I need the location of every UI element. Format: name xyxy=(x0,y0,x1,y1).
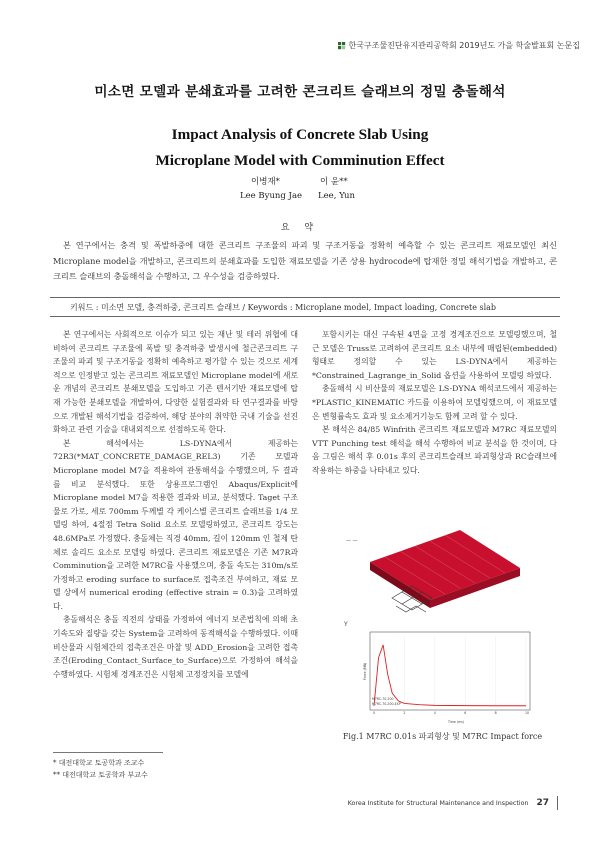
x-tick-label: 0 xyxy=(373,711,376,715)
x-tick-label: 4 xyxy=(433,711,436,715)
footer-text: Korea Institute for Structural Maintenance and Inspection xyxy=(347,799,529,807)
body-paragraph: 본 해석에서는 LS-DYNA에서 제공하는 72R3(*MAT_CONCRETE_DAMAGE_REL3) 기존 모델과 Microplane model M7을 적용하여 관통해석을 수행했으며, 두 결과를 비교 분석했다. 또한 상용프로그램인 Abaqus/Explicit에 Microplane model M7을 적용한 결과와 비교, 분석했다. Taget 구조물로 가로, 세로 700mm 두께별 각 케이스별 콘크리트 슬래브를 1/4 모델링 하여, 4절점 Tetra Solid 요소로 모델링하였고, 콘크리트 강도는 48.6MPa로 가정했다. 충돌체는 직경 40mm, 길이 120mm 인 철제 탄체로 솔리드 요소로 모델링 하였다. 콘크리트 재료모델은 기존 M7R과 Comminution을 고려한 M7RC를 사용했으며, 충돌 속도는 310m/s로 가정하고 eroding surface to surface로 접촉조건 부여하고, 재료 모델 상에서 numerical eroding (effective strain = 0.3)을 고려하였다. xyxy=(53,438,298,611)
body-paragraph: 본 해석은 84/85 Winfrith 콘크리트 재료모델과 M7RC 재료모델의 VTT Punching test 해석을 해석 수행하여 비교 분석을 한 것이며, 다음 그림은 해석 후 0.01s 후의 콘크리트슬래브 파괴형상과 RC슬래브에 작용하는 하중을 나타내고 있다. xyxy=(312,425,557,475)
plot-xlabel: Time (ms) xyxy=(448,720,465,724)
render-axis-label: — — xyxy=(346,538,358,544)
body-paragraph: 포함시키는 대신 구속된 4면을 고정 경계조건으로 모델링했으며, 철근 모델은 Truss로 고려하여 콘크리트 요소 내부에 매립된(embedded) 형태로 정의할 수 있는 LS-DYNA에서 제공하는 *Constrained_Lagrange_in_Solid 옵션을 사용하여 모델링 하였다. xyxy=(312,330,557,380)
author2-kr: 이 윤** xyxy=(320,177,348,187)
footnotes xyxy=(53,758,148,781)
leaf-logo-icon xyxy=(338,42,346,50)
footnote-rule xyxy=(53,752,163,753)
english-title xyxy=(0,122,600,174)
abstract-heading: 요 약 xyxy=(280,223,320,233)
conference-header xyxy=(338,40,580,51)
figure-1-graphic xyxy=(330,520,550,725)
plot-frame xyxy=(370,632,530,710)
body-paragraph: 충돌해석 시 비산물의 재료모델은 LS-DYNA 해석코드에서 제공하는 *PLASTIC_KINEMATIC 카드를 이용하여 모델링했으며, 이 재료모델은 변형률속도 효과 및 요소제거기능도 함께 고려 할 수 있다. xyxy=(312,384,557,421)
english-title-line1: Impact Analysis of Concrete Slab Using xyxy=(171,126,429,143)
abstract-text: 본 연구에서는 충격 및 폭발하중에 대한 콘크리트 구조물의 파괴 및 구조거동을 정확히 예측할 수 있는 콘크리트 재료모델인 최신 Microplane model을 개발하고, 콘크리트의 분쇄효과를 도입한 재료모델을 기존 상용 hydrocode에 탑재한 정밀 해석기법을 개발하고, 콘크리트 슬래브의 충돌해석을 수행하고, 그 우수성을 검증하였다. xyxy=(53,240,557,281)
author2-en: Lee, Yun xyxy=(318,191,355,201)
header-text: 한국구조물진단유지관리공학회 2019년도 가을 학술발표회 논문집 xyxy=(348,41,580,50)
footnote-1: * 대전대학교 토공학과 조교수 xyxy=(53,759,145,767)
keywords-box: 키워드 : 미소면 모델, 충격하중, 콘크리트 슬래브 / Keywords : Microplane model, Impact loading, Concrete slab xyxy=(50,297,560,317)
x-tick-labels xyxy=(373,711,529,715)
english-title-line2: Microplane Model with Comminution Effect xyxy=(155,152,445,169)
impact-force-plot xyxy=(343,621,530,724)
slab-top-face xyxy=(370,530,520,600)
x-tick-label: 6 xyxy=(464,711,467,715)
author1-en: Lee Byung Jae xyxy=(240,191,303,201)
footnote-2: ** 대전대학교 토공학과 부교수 xyxy=(53,770,148,779)
plot-gridlines xyxy=(374,636,526,706)
author1-kr: 이병재* xyxy=(251,177,280,187)
figure-caption: Fig.1 M7RC 0.01s 파괴형상 및 M7RC Impact force xyxy=(342,732,543,741)
korean-title: 미소면 모델과 분쇄효과를 고려한 콘크리트 슬래브의 정밀 충돌해석 xyxy=(94,84,506,100)
x-tick-label: 2 xyxy=(403,711,406,715)
plot-ylabel: Force (MN) xyxy=(363,662,367,680)
slab-fracture-render xyxy=(346,530,520,612)
left-column xyxy=(53,328,298,681)
body-paragraph: 충돌해석은 충돌 직전의 상태를 가정하여 에너지 보존법칙에 의해 초기속도와 질량을 갖는 System을 고려하여 동적해석을 수행하였다. 이때 비산물과 시험체간의 접촉조건은 마찰 및 ADD_Erosion을 고려한 접촉조건(Eroding_Contact_Surface_to_Surface)으로 가정하여 해석을 수행하였다. 시험체 경계조건은 시험체 고정장치를 모델에 xyxy=(53,615,298,679)
y-axis-glyph: Y xyxy=(344,621,348,628)
page-footer xyxy=(348,796,558,810)
page-number: 27 xyxy=(536,798,549,808)
plot-legend-1: M7RC-70-200 xyxy=(372,697,394,701)
footer-divider xyxy=(557,796,558,810)
force-curve-series xyxy=(374,645,526,706)
body-paragraph: 본 연구에서는 사회적으로 이슈가 되고 있는 재난 및 테러 위협에 대비하여 콘크리트 구조물에 폭발 및 충격하중 발생시에 철근콘크리트 구조물의 파괴 및 구조거동을 정확히 예측하고 평가할 수 있는 것으로 세계적으로 인정받고 있는 콘크리트 재료모델인 Microplane model에 새로운 개념의 콘크리트 분쇄모델을 도입하고 기존 텐서기반 재료모델에 탑재 가능한 분쇄모델을 개발하여, 다양한 실험결과와 타 연구결과를 바탕으로 개발된 해석기법을 검증하여, 해당 분야의 취약한 국내 기술을 선진화하고 관련 기술을 대내외적으로 선점하도록 한다. xyxy=(53,330,298,435)
right-column xyxy=(312,328,557,478)
x-tick-label: 10 xyxy=(525,711,530,715)
x-tick-label: 8 xyxy=(494,711,497,715)
plot-legend-2: M7RC-70-200-EXP xyxy=(372,702,401,706)
figure-1 xyxy=(330,520,550,729)
